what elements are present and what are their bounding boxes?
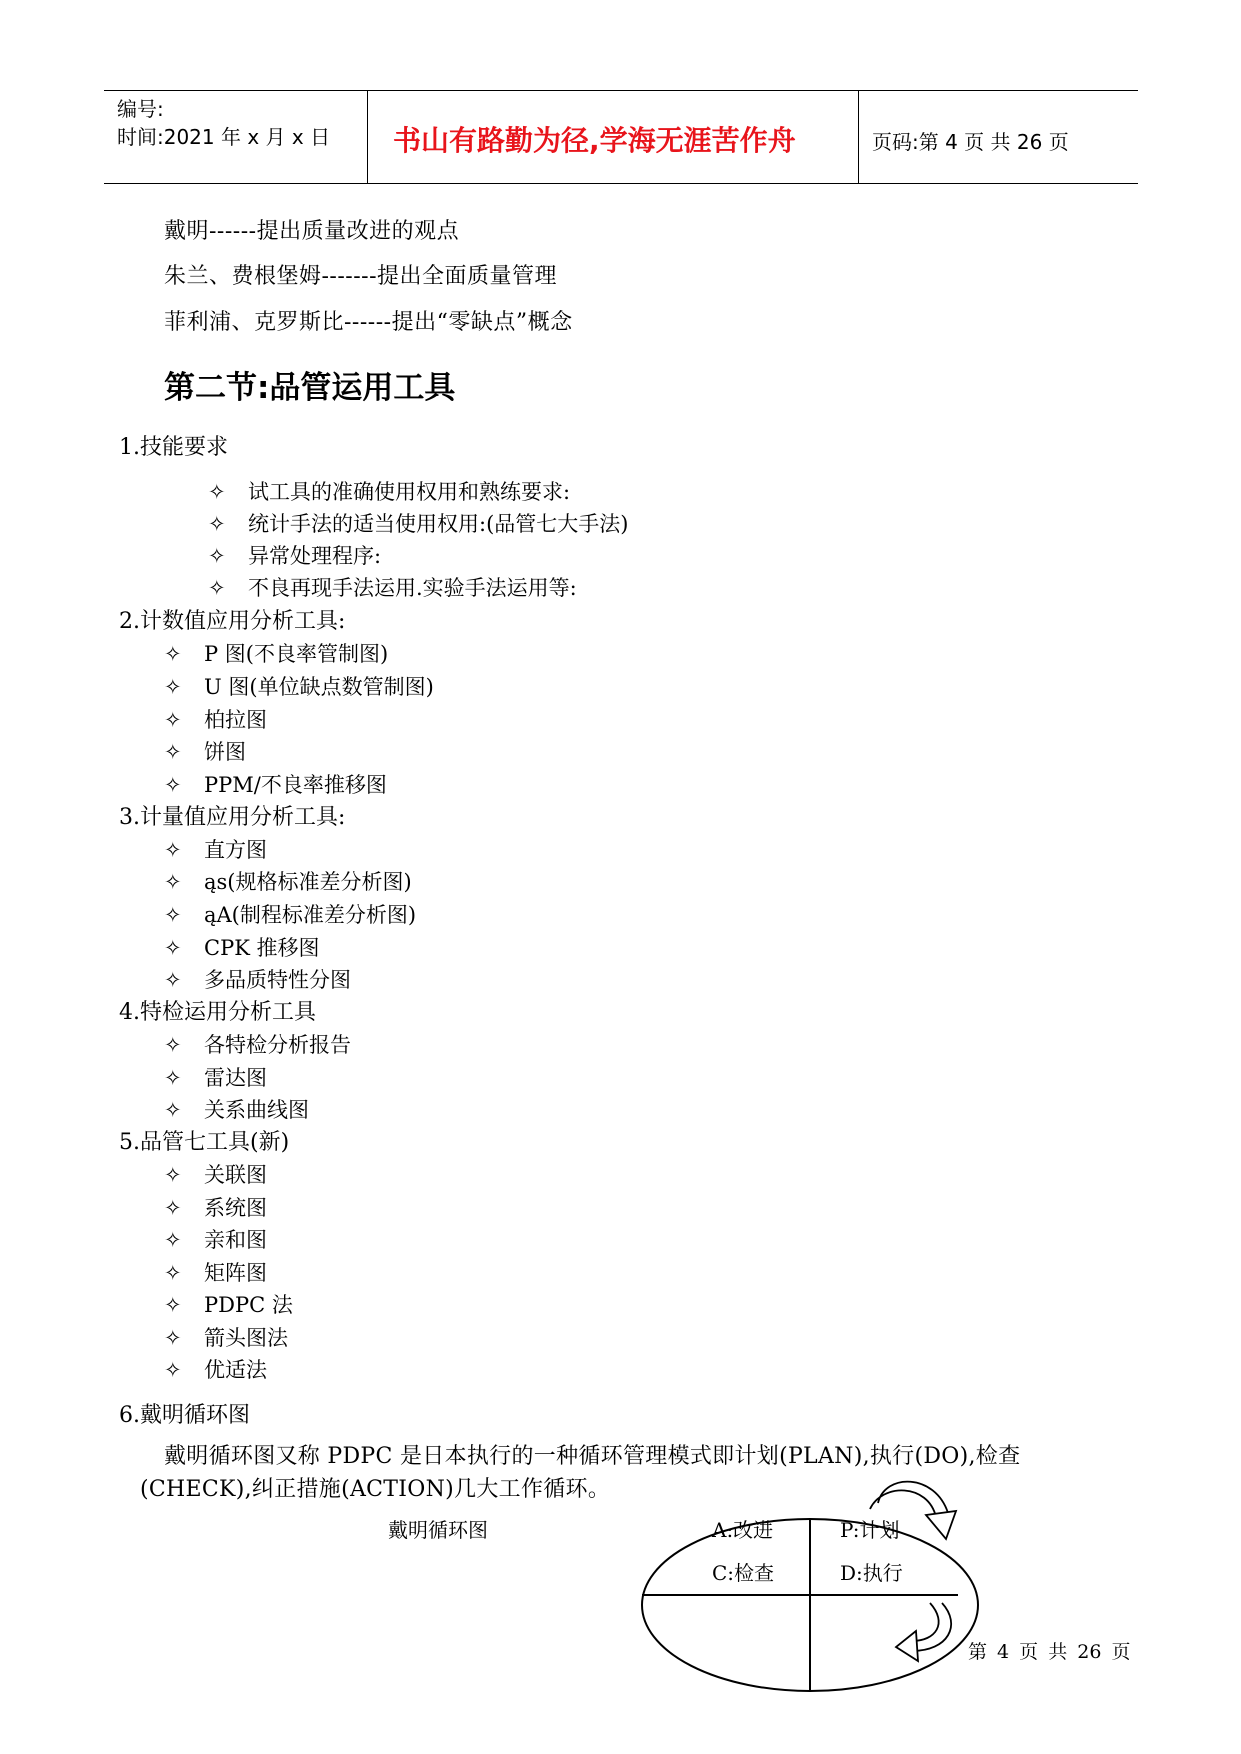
diamond-bullet-icon: ✧ bbox=[164, 708, 182, 732]
list-item bbox=[164, 932, 320, 962]
diamond-bullet-icon: ✧ bbox=[164, 870, 182, 894]
diamond-bullet-icon: ✧ bbox=[208, 512, 226, 536]
list-item-text: 矩阵图 bbox=[204, 1261, 267, 1285]
list-item bbox=[208, 476, 570, 506]
list-item bbox=[164, 1192, 267, 1222]
quadrant-check: C:检查 bbox=[712, 1561, 775, 1585]
list-item-text: P 图(不良率管制图) bbox=[204, 642, 389, 666]
list-item-text: CPK 推移图 bbox=[204, 936, 320, 960]
intro-line-deming: 戴明------提出质量改进的观点 bbox=[164, 219, 460, 244]
diamond-bullet-icon: ✧ bbox=[164, 1326, 182, 1350]
list-item-text: 统计手法的适当使用权用:(品管七大手法) bbox=[248, 512, 629, 536]
header-page-label: 页码:第 4 页 共 26 页 bbox=[872, 130, 1069, 154]
diamond-bullet-icon: ✧ bbox=[208, 480, 226, 504]
diamond-bullet-icon: ✧ bbox=[164, 1261, 182, 1285]
section-3-heading: 3.计量值应用分析工具: bbox=[119, 805, 346, 830]
diamond-bullet-icon: ✧ bbox=[164, 642, 182, 666]
section-4-heading: 4.特检运用分析工具 bbox=[119, 1000, 316, 1025]
diamond-bullet-icon: ✧ bbox=[164, 1066, 182, 1090]
section-1-heading: 1.技能要求 bbox=[119, 435, 228, 460]
diamond-bullet-icon: ✧ bbox=[164, 903, 182, 927]
diamond-bullet-icon: ✧ bbox=[164, 936, 182, 960]
diamond-bullet-icon: ✧ bbox=[164, 675, 182, 699]
section-6-paragraph-line-1: 戴明循环图又称 PDPC 是日本执行的一种循环管理模式即计划(PLAN),执行(DO),检查 bbox=[164, 1444, 1021, 1469]
list-item-text: U 图(单位缺点数管制图) bbox=[204, 675, 434, 699]
list-item bbox=[164, 866, 412, 896]
list-item bbox=[164, 638, 388, 668]
section-title: 第二节:品管运用工具 bbox=[164, 370, 456, 406]
diamond-bullet-icon: ✧ bbox=[164, 1358, 182, 1382]
header-top-rule bbox=[104, 90, 1138, 91]
header-divider-left bbox=[367, 90, 368, 183]
list-item bbox=[208, 540, 381, 570]
pdca-cycle-diagram bbox=[630, 1475, 980, 1695]
list-item-text: 直方图 bbox=[204, 838, 267, 862]
list-item-text: PPM/不良率推移图 bbox=[204, 773, 387, 797]
diamond-bullet-icon: ✧ bbox=[164, 968, 182, 992]
list-item-text: 饼图 bbox=[204, 740, 246, 764]
list-item-text: 系统图 bbox=[204, 1196, 267, 1220]
quadrant-act: A:改进 bbox=[712, 1518, 774, 1542]
diamond-bullet-icon: ✧ bbox=[208, 544, 226, 568]
list-item bbox=[164, 704, 267, 734]
list-item bbox=[164, 671, 434, 701]
list-item-text: 关系曲线图 bbox=[204, 1098, 309, 1122]
list-item bbox=[164, 1224, 267, 1254]
list-item bbox=[164, 1062, 267, 1092]
list-item bbox=[164, 834, 267, 864]
list-item-text: 异常处理程序: bbox=[248, 544, 382, 568]
list-item-text: ąs(规格标准差分析图) bbox=[204, 870, 412, 894]
list-item bbox=[164, 769, 387, 799]
diamond-bullet-icon: ✧ bbox=[164, 740, 182, 764]
quadrant-plan: P:计划 bbox=[840, 1518, 900, 1542]
list-item bbox=[164, 899, 416, 929]
section-5-heading: 5.品管七工具(新) bbox=[119, 1130, 290, 1155]
list-item-text: 优适法 bbox=[204, 1358, 267, 1382]
list-item bbox=[164, 1354, 267, 1384]
section-6-heading: 6.戴明循环图 bbox=[119, 1403, 250, 1428]
diamond-bullet-icon: ✧ bbox=[164, 1293, 182, 1317]
cycle-arrow-bottom-icon bbox=[896, 1603, 951, 1661]
list-item bbox=[164, 1159, 267, 1189]
list-item-text: 亲和图 bbox=[204, 1228, 267, 1252]
diamond-bullet-icon: ✧ bbox=[164, 1163, 182, 1187]
list-item bbox=[164, 1094, 309, 1124]
list-item-text: 雷达图 bbox=[204, 1066, 267, 1090]
diamond-bullet-icon: ✧ bbox=[164, 1196, 182, 1220]
list-item bbox=[164, 964, 351, 994]
section-6-paragraph-line-2: (CHECK),纠正措施(ACTION)几大工作循环。 bbox=[140, 1477, 611, 1502]
diamond-bullet-icon: ✧ bbox=[164, 1098, 182, 1122]
list-item bbox=[164, 1289, 293, 1319]
list-item-text: 各特检分析报告 bbox=[204, 1033, 351, 1057]
intro-line-juran: 朱兰、费根堡姆-------提出全面质量管理 bbox=[164, 264, 558, 289]
quadrant-do: D:执行 bbox=[840, 1561, 903, 1585]
list-item bbox=[164, 736, 246, 766]
list-item-text: 试工具的准确使用权用和熟练要求: bbox=[248, 480, 571, 504]
list-item bbox=[208, 572, 577, 602]
list-item-text: PDPC 法 bbox=[204, 1293, 293, 1317]
list-item-text: 不良再现手法运用.实验手法运用等: bbox=[248, 576, 577, 600]
diamond-bullet-icon: ✧ bbox=[164, 773, 182, 797]
diamond-bullet-icon: ✧ bbox=[164, 1228, 182, 1252]
diagram-caption: 戴明循环图 bbox=[388, 1518, 488, 1542]
intro-line-crosby: 菲利浦、克罗斯比------提出“零缺点”概念 bbox=[164, 310, 573, 335]
header-motto: 书山有路勤为径,学海无涯苦作舟 bbox=[393, 124, 796, 157]
list-item bbox=[164, 1322, 288, 1352]
header-divider-right bbox=[858, 90, 859, 183]
section-2-heading: 2.计数值应用分析工具: bbox=[119, 609, 346, 634]
diamond-bullet-icon: ✧ bbox=[164, 838, 182, 862]
list-item-text: 柏拉图 bbox=[204, 708, 267, 732]
header-time-label: 时间:2021 年 x 月 x 日 bbox=[117, 125, 331, 149]
list-item-text: 多品质特性分图 bbox=[204, 968, 351, 992]
list-item-text: ąA(制程标准差分析图) bbox=[204, 903, 417, 927]
list-item bbox=[164, 1257, 267, 1287]
page-footer: 第 4 页 共 26 页 bbox=[968, 1641, 1131, 1663]
diamond-bullet-icon: ✧ bbox=[208, 576, 226, 600]
header-serial-label: 编号: bbox=[117, 97, 164, 121]
diamond-bullet-icon: ✧ bbox=[164, 1033, 182, 1057]
header-bottom-rule bbox=[104, 183, 1138, 184]
list-item-text: 关联图 bbox=[204, 1163, 267, 1187]
list-item bbox=[208, 508, 628, 538]
list-item-text: 箭头图法 bbox=[204, 1326, 288, 1350]
list-item bbox=[164, 1029, 351, 1059]
